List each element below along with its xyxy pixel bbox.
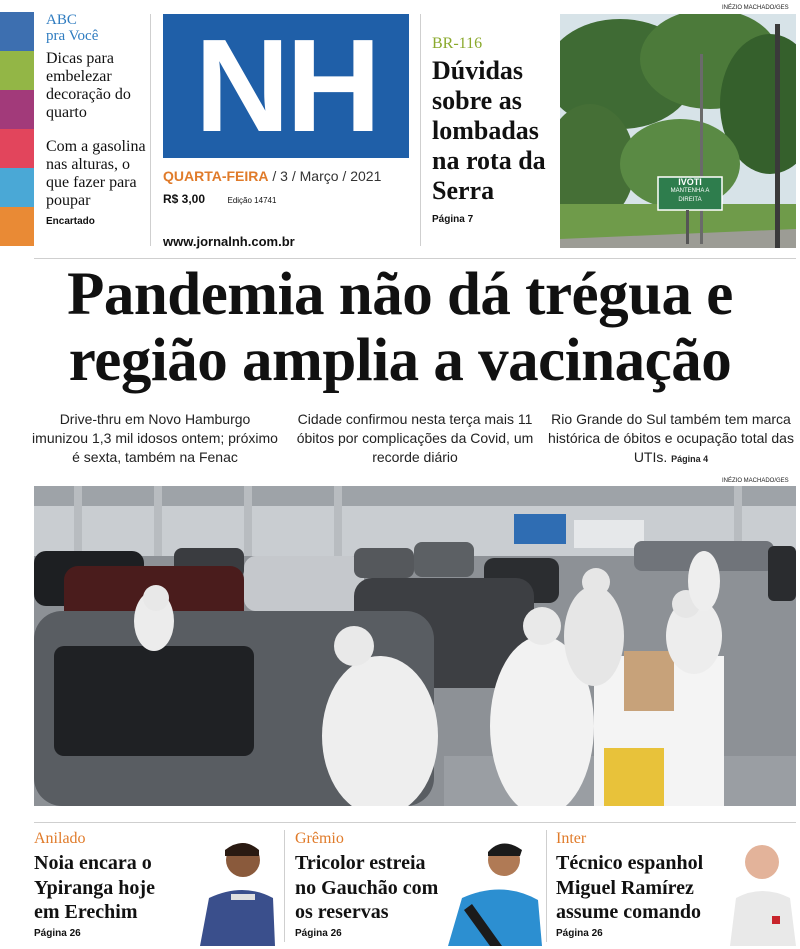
newspaper-logo[interactable] — [163, 14, 409, 158]
headline-line: Técnico espanhol — [556, 852, 704, 874]
player-photo[interactable] — [195, 836, 275, 946]
page-ref: Página 26 — [556, 928, 603, 939]
story-headline[interactable] — [556, 851, 703, 925]
price-line — [163, 190, 276, 208]
coach-photo[interactable] — [726, 836, 796, 946]
headline-line: Ypiranga hoje — [34, 876, 155, 899]
photo-credit: INÉZIO MACHADO/GES — [722, 478, 789, 484]
coach-illustration — [726, 836, 796, 946]
subhead-rs-text: Rio Grande do Sul também tem marca histórica de óbitos e ocupação total das UTIs. — [548, 411, 794, 465]
page-ref: Página 26 — [295, 928, 342, 939]
strip-swatch — [0, 129, 34, 168]
headline-line: Miguel Ramírez — [556, 876, 694, 899]
strip-swatch — [0, 90, 34, 129]
vaccination-photo[interactable] — [34, 486, 796, 806]
color-strip — [0, 12, 34, 246]
sign-text: IVOTI — [678, 177, 702, 187]
road-sign — [658, 178, 722, 205]
headline-line: região amplia a vacinação — [68, 327, 732, 394]
weekday: QUARTA-FEIRA — [163, 168, 269, 184]
page-ref: Página 26 — [34, 928, 81, 939]
road-photo[interactable] — [560, 14, 796, 248]
player-photo[interactable] — [442, 834, 542, 946]
dateline — [163, 168, 381, 184]
player-illustration — [442, 834, 542, 946]
photo-credit: INÉZIO MACHADO/GES — [722, 5, 789, 11]
strip-swatch — [0, 207, 34, 246]
story-kicker: Anilado — [34, 830, 86, 847]
subhead-rs — [546, 410, 796, 469]
subhead-drive-thru: Drive-thru em Novo Hamburgo imunizou 1,3 mil idosos ontem; próximo é sexta, também na Fenac — [32, 411, 278, 465]
drive-thru-illustration — [34, 486, 796, 806]
road-illustration — [560, 14, 796, 248]
teaser-decoracao[interactable]: Dicas para embelezar decoração do quarto — [46, 50, 131, 121]
divider — [150, 14, 151, 246]
sign-text: DIREITA — [678, 197, 702, 203]
divider — [546, 830, 547, 942]
headline-line: Tricolor estreia — [295, 852, 426, 874]
br116-headline[interactable]: Dúvidas sobre as lombadas na rota da Serra — [432, 56, 546, 205]
br116-page-ref: Página 7 — [432, 214, 474, 225]
insert-teasers — [46, 12, 146, 227]
sign-text: MANTENHA A — [670, 188, 710, 194]
main-headline[interactable] — [30, 262, 770, 394]
abc-kicker-sub: pra Você — [46, 28, 99, 44]
story-headline[interactable] — [34, 851, 155, 925]
section-label: Encartado — [46, 216, 95, 227]
headline-line: assume comando — [556, 901, 702, 923]
story-kicker: Inter — [556, 830, 587, 847]
website-link[interactable]: www.jornalnh.com.br — [163, 234, 295, 249]
abc-kicker: ABC — [46, 12, 77, 28]
headline-line: os reservas — [295, 901, 389, 923]
story-headline[interactable] — [295, 851, 438, 925]
edition-number: Edição 14741 — [227, 196, 277, 205]
player-illustration — [195, 836, 275, 946]
divider — [34, 822, 796, 823]
strip-swatch — [0, 168, 34, 207]
story-kicker: Grêmio — [295, 830, 344, 847]
divider — [420, 14, 421, 246]
headline-line: Pandemia não dá trégua e — [67, 261, 733, 328]
subhead-obitos: Cidade confirmou nesta terça mais 11 óbitos por complicações da Covid, um recorde diário — [296, 411, 534, 465]
strip-swatch — [0, 51, 34, 90]
br116-kicker: BR-116 — [432, 35, 483, 52]
price: R$ 3,00 — [163, 192, 206, 206]
strip-swatch — [0, 12, 34, 51]
divider — [284, 830, 285, 942]
headline-line: no Gauchão com — [295, 876, 439, 899]
headline-line: em Erechim — [34, 901, 138, 923]
page-ref: Página 4 — [671, 454, 709, 464]
teaser-gasolina[interactable]: Com a gasolina nas alturas, o que fazer para poupar — [46, 138, 146, 209]
logo-text: NH — [194, 12, 378, 159]
divider — [34, 258, 796, 259]
headline-line: Noia encara o — [34, 852, 152, 874]
date: / 3 / Março / 2021 — [272, 168, 382, 184]
